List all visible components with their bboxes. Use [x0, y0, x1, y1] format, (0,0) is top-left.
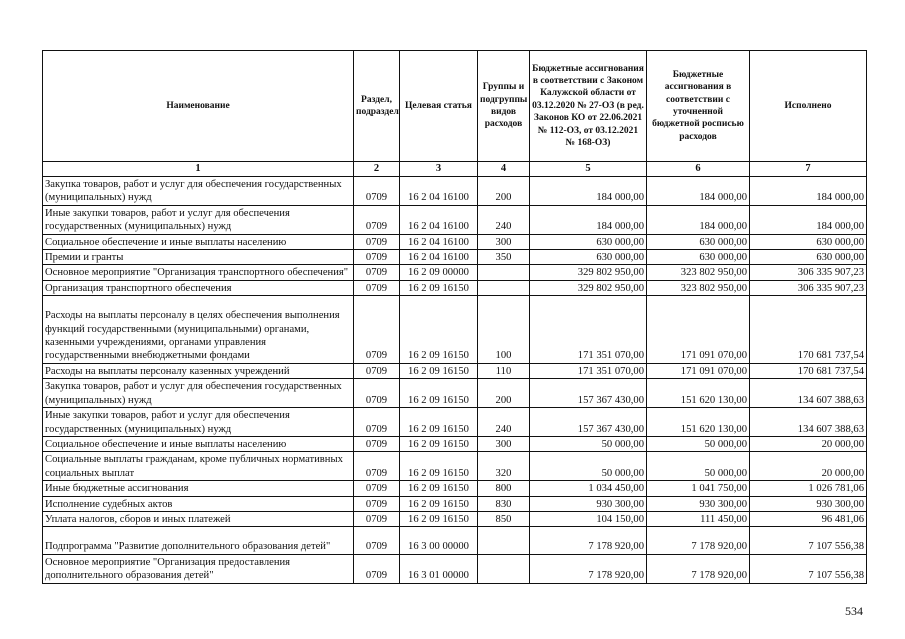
cell-target: 16 2 09 16150: [400, 296, 478, 364]
cell-executed-amount: 306 335 907,23: [750, 265, 867, 280]
table-row: [43, 481, 867, 496]
col-number: 4: [478, 162, 530, 177]
cell-target: 16 2 09 16150: [400, 452, 478, 481]
table-row: [43, 408, 867, 437]
cell-refined-amount: 50 000,00: [647, 452, 750, 481]
table-row: [43, 379, 867, 408]
cell-executed-amount: 20 000,00: [750, 436, 867, 451]
cell-refined-amount: 184 000,00: [647, 205, 750, 234]
cell-name: Расходы на выплаты персоналу казенных учреждений: [43, 363, 354, 378]
cell-section: 0709: [354, 363, 400, 378]
cell-executed-amount: 20 000,00: [750, 452, 867, 481]
cell-name: Иные закупки товаров, работ и услуг для обеспечения государственных (муниципальных) нужд: [43, 408, 354, 437]
cell-refined-amount: 630 000,00: [647, 234, 750, 249]
cell-target: 16 2 09 16150: [400, 280, 478, 295]
cell-group: 110: [478, 363, 530, 378]
cell-executed-amount: 7 107 556,38: [750, 527, 867, 554]
cell-group: 240: [478, 205, 530, 234]
cell-target: 16 2 04 16100: [400, 177, 478, 206]
table-row: [43, 527, 867, 554]
table-row: [43, 363, 867, 378]
cell-refined-amount: 50 000,00: [647, 436, 750, 451]
table-row: [43, 436, 867, 451]
cell-law-amount: 7 178 920,00: [530, 554, 647, 583]
table-row: [43, 496, 867, 511]
cell-refined-amount: 323 802 950,00: [647, 280, 750, 295]
cell-section: 0709: [354, 496, 400, 511]
col-number: 6: [647, 162, 750, 177]
cell-target: 16 2 09 00000: [400, 265, 478, 280]
cell-refined-amount: 323 802 950,00: [647, 265, 750, 280]
cell-group: [478, 527, 530, 554]
cell-section: 0709: [354, 177, 400, 206]
cell-executed-amount: 1 026 781,06: [750, 481, 867, 496]
cell-name: Исполнение судебных актов: [43, 496, 354, 511]
cell-section: 0709: [354, 554, 400, 583]
cell-refined-amount: 930 300,00: [647, 496, 750, 511]
cell-name: Иные бюджетные ассигнования: [43, 481, 354, 496]
col-header-refined: Бюджетные ассигнования в соответствии с уточненной бюджетной росписью расходов: [647, 51, 750, 162]
table-row: [43, 265, 867, 280]
cell-name: Закупка товаров, работ и услуг для обеспечения государственных (муниципальных) нужд: [43, 379, 354, 408]
cell-executed-amount: 170 681 737,54: [750, 296, 867, 364]
cell-executed-amount: 184 000,00: [750, 205, 867, 234]
cell-law-amount: 184 000,00: [530, 205, 647, 234]
cell-law-amount: 329 802 950,00: [530, 265, 647, 280]
header-row: [43, 51, 867, 162]
cell-refined-amount: 171 091 070,00: [647, 296, 750, 364]
cell-target: 16 2 09 16150: [400, 496, 478, 511]
cell-name: Расходы на выплаты персоналу в целях обеспечения выполнения функций государственными (муниципальными) органами, казенными учреждениями, органами управления государственными внебюджетными фондами: [43, 296, 354, 364]
cell-group: 240: [478, 408, 530, 437]
cell-target: 16 2 09 16150: [400, 363, 478, 378]
cell-group: [478, 280, 530, 295]
cell-target: 16 3 00 00000: [400, 527, 478, 554]
cell-section: 0709: [354, 511, 400, 526]
cell-executed-amount: 306 335 907,23: [750, 280, 867, 295]
cell-group: 100: [478, 296, 530, 364]
cell-law-amount: 157 367 430,00: [530, 379, 647, 408]
cell-section: 0709: [354, 250, 400, 265]
cell-target: 16 3 01 00000: [400, 554, 478, 583]
cell-section: 0709: [354, 205, 400, 234]
cell-executed-amount: 630 000,00: [750, 234, 867, 249]
cell-law-amount: 630 000,00: [530, 250, 647, 265]
table-row: [43, 177, 867, 206]
cell-target: 16 2 04 16100: [400, 234, 478, 249]
table-row: [43, 234, 867, 249]
cell-group: [478, 265, 530, 280]
cell-group: 800: [478, 481, 530, 496]
col-number: 1: [43, 162, 354, 177]
cell-refined-amount: 171 091 070,00: [647, 363, 750, 378]
cell-target: 16 2 09 16150: [400, 481, 478, 496]
cell-refined-amount: 7 178 920,00: [647, 554, 750, 583]
cell-law-amount: 930 300,00: [530, 496, 647, 511]
cell-group: 300: [478, 436, 530, 451]
cell-refined-amount: 151 620 130,00: [647, 408, 750, 437]
cell-refined-amount: 7 178 920,00: [647, 527, 750, 554]
table-body: [43, 177, 867, 584]
table-row: [43, 280, 867, 295]
cell-name: Закупка товаров, работ и услуг для обеспечения государственных (муниципальных) нужд: [43, 177, 354, 206]
table-row: [43, 296, 867, 364]
cell-law-amount: 329 802 950,00: [530, 280, 647, 295]
cell-name: Уплата налогов, сборов и иных платежей: [43, 511, 354, 526]
cell-law-amount: 7 178 920,00: [530, 527, 647, 554]
cell-group: 200: [478, 379, 530, 408]
cell-refined-amount: 184 000,00: [647, 177, 750, 206]
column-number-row: [43, 162, 867, 177]
table-row: [43, 250, 867, 265]
cell-executed-amount: 134 607 388,63: [750, 408, 867, 437]
cell-group: 320: [478, 452, 530, 481]
cell-executed-amount: 630 000,00: [750, 250, 867, 265]
cell-target: 16 2 04 16100: [400, 205, 478, 234]
cell-law-amount: 1 034 450,00: [530, 481, 647, 496]
cell-law-amount: 50 000,00: [530, 436, 647, 451]
table-row: [43, 205, 867, 234]
cell-name: Социальное обеспечение и иные выплаты населению: [43, 234, 354, 249]
budget-table: [42, 50, 867, 584]
cell-target: 16 2 09 16150: [400, 436, 478, 451]
cell-section: 0709: [354, 436, 400, 451]
cell-section: 0709: [354, 379, 400, 408]
table-row: [43, 452, 867, 481]
cell-group: 300: [478, 234, 530, 249]
cell-name: Подпрограмма "Развитие дополнительного образования детей": [43, 527, 354, 554]
cell-refined-amount: 151 620 130,00: [647, 379, 750, 408]
cell-law-amount: 171 351 070,00: [530, 363, 647, 378]
col-header-groups: Группы и подгруппы видов расходов: [478, 51, 530, 162]
cell-group: [478, 554, 530, 583]
col-number: 3: [400, 162, 478, 177]
cell-name: Основное мероприятие "Организация предоставления дополнительного образования детей": [43, 554, 354, 583]
cell-section: 0709: [354, 408, 400, 437]
cell-law-amount: 171 351 070,00: [530, 296, 647, 364]
cell-executed-amount: 7 107 556,38: [750, 554, 867, 583]
cell-section: 0709: [354, 234, 400, 249]
cell-name: Премии и гранты: [43, 250, 354, 265]
cell-executed-amount: 930 300,00: [750, 496, 867, 511]
cell-section: 0709: [354, 280, 400, 295]
cell-name: Основное мероприятие "Организация транспортного обеспечения": [43, 265, 354, 280]
col-header-law: Бюджетные ассигнования в соответствии с Законом Калужской области от 03.12.2020 № 27-ОЗ (в ред. Законов КО от 22.06.2021 № 112-ОЗ, от 03.12.2021 № 168-ОЗ): [530, 51, 647, 162]
col-number: 7: [750, 162, 867, 177]
col-number: 5: [530, 162, 647, 177]
cell-section: 0709: [354, 265, 400, 280]
cell-section: 0709: [354, 527, 400, 554]
cell-target: 16 2 09 16150: [400, 511, 478, 526]
cell-group: 830: [478, 496, 530, 511]
page-number: 534: [845, 604, 863, 618]
cell-executed-amount: 170 681 737,54: [750, 363, 867, 378]
col-header-name: Наименование: [43, 51, 354, 162]
cell-section: 0709: [354, 296, 400, 364]
cell-name: Социальное обеспечение и иные выплаты населению: [43, 436, 354, 451]
cell-executed-amount: 134 607 388,63: [750, 379, 867, 408]
table-row: [43, 554, 867, 583]
cell-group: 350: [478, 250, 530, 265]
cell-name: Организация транспортного обеспечения: [43, 280, 354, 295]
cell-law-amount: 104 150,00: [530, 511, 647, 526]
cell-name: Социальные выплаты гражданам, кроме публичных нормативных социальных выплат: [43, 452, 354, 481]
table-row: [43, 511, 867, 526]
cell-name: Иные закупки товаров, работ и услуг для обеспечения государственных (муниципальных) нужд: [43, 205, 354, 234]
cell-refined-amount: 111 450,00: [647, 511, 750, 526]
cell-law-amount: 630 000,00: [530, 234, 647, 249]
cell-group: 850: [478, 511, 530, 526]
cell-executed-amount: 96 481,06: [750, 511, 867, 526]
cell-section: 0709: [354, 452, 400, 481]
cell-section: 0709: [354, 481, 400, 496]
cell-refined-amount: 1 041 750,00: [647, 481, 750, 496]
cell-refined-amount: 630 000,00: [647, 250, 750, 265]
cell-law-amount: 157 367 430,00: [530, 408, 647, 437]
col-header-section: Раздел, подраздел: [354, 51, 400, 162]
cell-group: 200: [478, 177, 530, 206]
cell-target: 16 2 09 16150: [400, 408, 478, 437]
col-header-executed: Исполнено: [750, 51, 867, 162]
col-header-target: Целевая статья: [400, 51, 478, 162]
cell-law-amount: 50 000,00: [530, 452, 647, 481]
col-number: 2: [354, 162, 400, 177]
cell-target: 16 2 04 16100: [400, 250, 478, 265]
cell-executed-amount: 184 000,00: [750, 177, 867, 206]
cell-law-amount: 184 000,00: [530, 177, 647, 206]
cell-target: 16 2 09 16150: [400, 379, 478, 408]
